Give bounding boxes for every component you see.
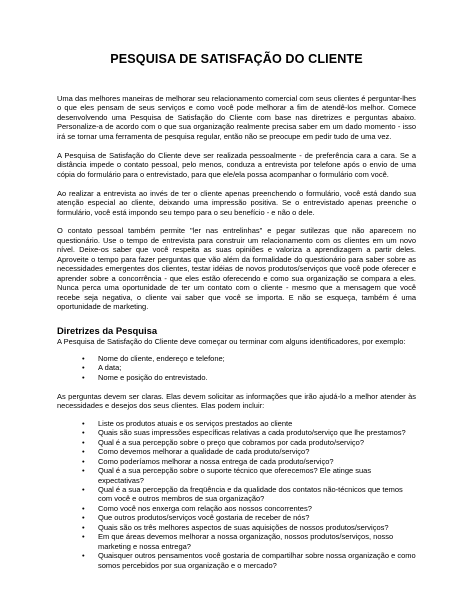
list-item: • Quaisquer outros pensamentos você gostaria de compartilhar sobre nossa organização e como somos percebidos por sua organização e o mercado? (82, 551, 416, 570)
section-heading: Diretrizes da Pesquisa (57, 324, 158, 336)
list-item: • Nome e posição do entrevistado. (82, 372, 208, 382)
bullet-icon: • (82, 466, 85, 476)
bullet-icon: • (82, 447, 85, 457)
list-item: • Qual é a sua percepção da freqüência e da qualidade dos contatos não-técnicos que temos com você e outros membros de sua organização? (82, 484, 403, 504)
document-title: PESQUISA DE SATISFAÇÃO DO CLIENTE (110, 52, 363, 66)
paragraph-in-person: A Pesquisa de Satisfação do Cliente deve ser realizada pessoalmente - de preferência cara a cara. Se a distância impede o contato pessoal, pelo menos, conduza a entrevista por telefone após o envio de uma cópia do formulário para o entrevistado, para que ele/ela possa acompanhar o formulário com você. (57, 150, 416, 179)
paragraph-intro: Uma das melhores maneiras de melhorar seu relacionamento comercial com seus clientes é perguntar-lhes o que eles pensam de seus serviços e como você pode melhorar a fim de atendê-los melhor. Comece desenvolvendo uma Pesquisa de Satisfação do Cliente com base nas diretrizes e perguntas abaixo. Personalize-a de acordo com o que sua organização realmente precisa saber em um dado momento - isso irá se tornar uma ferramenta de pesquisa regular, então não se preocupe em pedir tudo de uma vez. (57, 94, 416, 141)
list-item: • Como você nos enxerga com relação aos nossos concorrentes? (82, 503, 312, 513)
list-item: • Quais são suas impressões específicas relativas a cada produto/serviço que lhe prestamos? (82, 428, 406, 438)
bullet-icon: • (82, 503, 85, 513)
bullet-icon: • (82, 428, 85, 438)
question-list (57, 419, 416, 570)
paragraph-interview: Ao realizar a entrevista ao invés de ter o cliente apenas preenchendo o formulário, você está dando sua atenção especial ao cliente, deixando uma impressão positiva. Se o entrevistado apenas preenche o formulário, você está impondo seu tempo para o seu benefício - e não o dele. (57, 188, 416, 217)
list-item: • Quais são os três melhores aspectos de suas aquisições de nossos produtos/serviços? (82, 522, 389, 532)
list-item: • Que outros produtos/serviços você gostaria de receber de nós? (82, 513, 310, 523)
list-item: • Qual é a sua percepção sobre o suporte técnico que oferecemos? Ele atinge suas expectativas? (82, 466, 372, 485)
section-intro: A Pesquisa de Satisfação do Cliente deve começar ou terminar com alguns identificadores, por exemplo: (57, 336, 406, 346)
list-item: • Como poderíamos melhorar a nossa entrega de cada produto/serviço? (82, 456, 334, 466)
bullet-icon: • (82, 532, 85, 542)
bullet-icon: • (82, 484, 85, 494)
bullet-icon: • (82, 372, 85, 382)
list-item: • A data; (82, 363, 122, 373)
bullet-icon: • (82, 363, 85, 373)
bullet-icon: • (82, 522, 85, 532)
list-item: • Nome do cliente, endereço e telefone; (82, 354, 225, 364)
bullet-icon: • (82, 456, 85, 466)
list-item: • Liste os produtos atuais e os serviços prestados ao cliente (82, 418, 293, 428)
bullet-icon: • (82, 551, 85, 561)
list-item: • Qual é a sua percepção sobre o preço que cobramos por cada produto/serviço? (82, 437, 364, 447)
list-item: • Em que áreas devemos melhorar a nossa organização, nossos produtos/serviços, nosso marketing e nossa entrega? (82, 532, 394, 551)
bullet-icon: • (82, 513, 85, 523)
list-item: • Como devemos melhorar a qualidade de cada produto/serviço? (82, 447, 310, 457)
identifier-list (57, 354, 416, 382)
paragraph-personal-contact: O contato pessoal também permite "ler nas entrelinhas" e pegar sutilezas que não aparecem no questionário. Use o tempo de entrevista para construir um relacionamento com os clientes em um novo nível. Deixe-os saber que você respeita as suas opiniões e valoriza a aprendizagem a partir deles. Aproveite o tempo para fazer perguntas que vão além da formalidade do questionário para saber sobre as necessidades emergentes dos clientes, testar idéias de novos produtos/serviços que você pode oferecer e aprender sobre a concorrência - que eles estão oferecendo e como sua organização se compara a eles. Nunca perca uma oportunidade de ter um contato com o cliente - mesmo que a mensagem que você recebe seja negativa, o cliente vai saber que você se importa. E não se esqueça, também é uma oportunidade de marketing. (57, 226, 416, 312)
questions-intro: As perguntas devem ser claras. Elas devem solicitar as informações que irão ajudá-lo a melhor atender às necessidades e desejos dos seus clientes. Elas podem incluir: (57, 391, 416, 411)
bullet-icon: • (82, 418, 85, 428)
bullet-icon: • (82, 437, 85, 447)
bullet-icon: • (82, 354, 85, 364)
